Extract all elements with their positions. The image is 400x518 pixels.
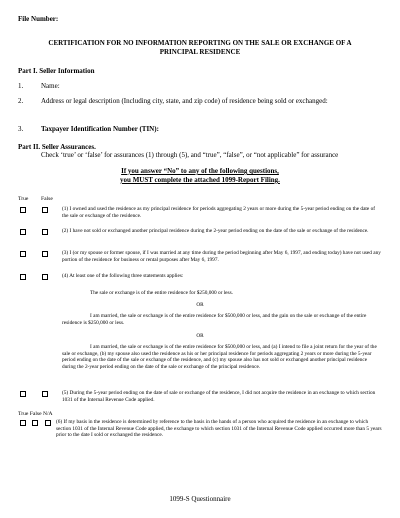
- part2-heading: Part II. Seller Assurances.: [18, 143, 96, 151]
- assurance5-text: (5) During the 5-year period ending on the date of sale or exchange of the residence, I did not acquire the residence in an exchange to which section 1031 of the Internal Revenue Code applied.: [62, 390, 376, 403]
- assurance3-true-checkbox[interactable]: [20, 251, 26, 257]
- address-label: Address or legal description (Including city, state, and zip code) of residence being sold or exchanged:: [41, 97, 328, 105]
- item1-number: 1.: [18, 82, 24, 90]
- assurance4-statement1: The sale or exchange is of the entire residence for $250,000 or less.: [90, 290, 233, 296]
- assurance2-text: (2) I have not sold or exchanged another principal residence during the 2-year period ending on the date of the sale or exchange of the residence.: [62, 228, 369, 234]
- assurance6-na-checkbox[interactable]: [45, 420, 51, 426]
- warning-line2: you MUST complete the attached 1099-Report Filing.: [120, 176, 280, 184]
- assurance3-text: (3) I (or my spouse or former spouse, if I was married at any time during the period beginning after May 6, 1997, and ending today) have not used any portion of the residence for business or rental purposes after May 6, 1997.: [62, 250, 381, 263]
- assurance4-intro: (4) At least one of the following three statements applies:: [62, 273, 184, 279]
- item3-number: 3.: [18, 125, 24, 133]
- assurance5-false-checkbox[interactable]: [42, 391, 48, 397]
- part2-instruction: Check ‘true’ or ‘false’ for assurances (1) through (5), and “true”, “false”, or “not applicable” for assurance: [41, 151, 339, 159]
- or-separator-2: OR: [196, 333, 204, 339]
- assurance3-false-checkbox[interactable]: [42, 251, 48, 257]
- assurance6-false-checkbox[interactable]: [32, 420, 38, 426]
- assurance1-true-checkbox[interactable]: [20, 207, 26, 213]
- assurance1-text: (1) I owned and used the residence as my principal residence for periods aggregating 2 years or more during the 5-year period ending on the date of the sale or exchange of the residence.: [62, 206, 375, 219]
- assurance6-column-header: True False N/A: [18, 411, 53, 417]
- part1-heading: Part I. Seller Information: [18, 67, 95, 75]
- tin-label: Taxpayer Identification Number (TIN):: [41, 125, 159, 133]
- false-column-label: False: [41, 196, 53, 202]
- footer-form-name: 1099-S Questionnaire: [169, 495, 231, 503]
- assurance4-statement3: I am married, the sale or exchange is of the entire residence for $500,000 or less, and (a) I intend to file a joint return for the year of the sale or exchange, (b) my spouse also used the residence as his or her principal residence for periods aggregating 2 years or more during the 5-year period ending on the date of the sale or exchange of the residence, and (c) my spouse also has not sold or exchanged another principal residence during the 2-year period ending on the date of the sale or exchange of the principal residence.: [62, 344, 377, 370]
- assurance5-true-checkbox[interactable]: [20, 391, 26, 397]
- or-separator-1: OR: [196, 302, 204, 308]
- assurance4-false-checkbox[interactable]: [42, 274, 48, 280]
- warning-line1: If you answer “No” to any of the following questions,: [121, 167, 279, 175]
- assurance1-false-checkbox[interactable]: [42, 207, 48, 213]
- form-title-line1: CERTIFICATION FOR NO INFORMATION REPORTING ON THE SALE OR EXCHANGE OF A: [48, 39, 352, 47]
- assurance6-true-checkbox[interactable]: [20, 420, 26, 426]
- assurance2-false-checkbox[interactable]: [42, 229, 48, 235]
- assurance4-statement2: I am married, the sale or exchange is of the entire residence for $500,000 or less, and the gain on the sale or exchange of the entire residence is $250,000 or less.: [62, 313, 367, 326]
- file-number-label: File Number:: [18, 15, 59, 23]
- assurance6-text: (6) If my basis in the residence is determined by reference to the basis in the hands of a person who acquired the residence in an exchange to which section 1031 of the Internal Revenue Code applied, the exchange to which section 1031 of the Internal Revenue Code applied occurred more than 5 years prior to the date I sold or exchanged the residence.: [56, 419, 382, 439]
- item2-number: 2.: [18, 97, 24, 105]
- form-title-line2: PRINCIPAL RESIDENCE: [159, 48, 241, 56]
- seller-name-label: Name:: [41, 82, 60, 90]
- assurance4-true-checkbox[interactable]: [20, 274, 26, 280]
- assurance2-true-checkbox[interactable]: [20, 229, 26, 235]
- true-column-label: True: [18, 196, 29, 202]
